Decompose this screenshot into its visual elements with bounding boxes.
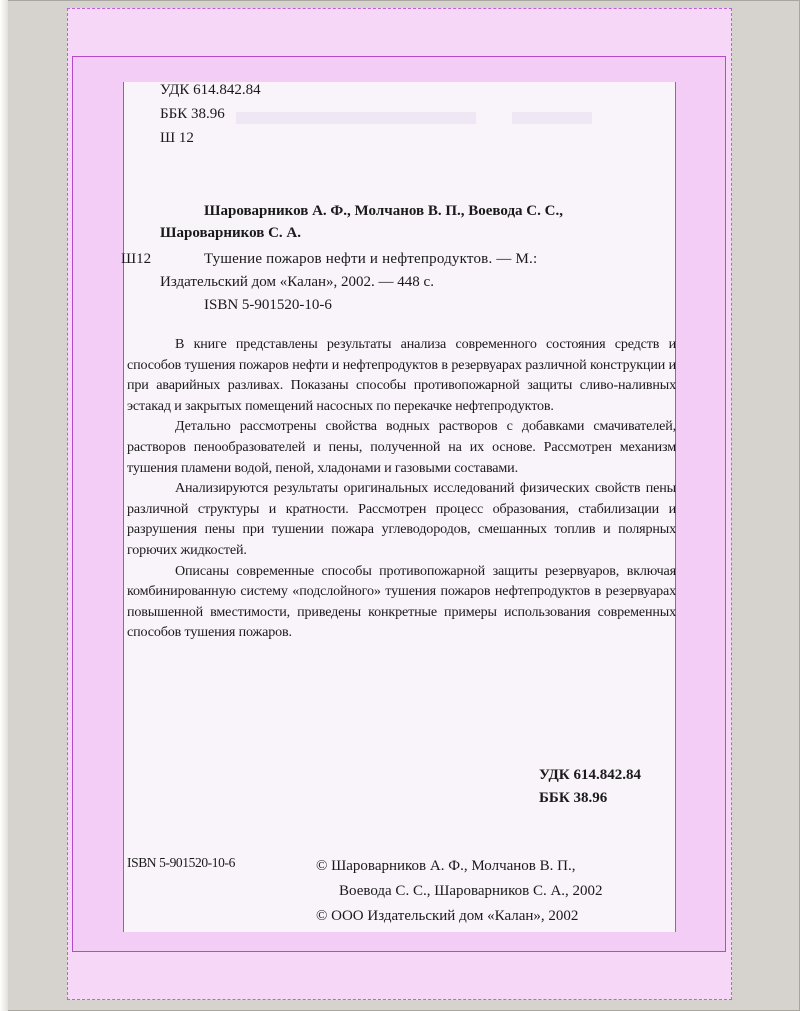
footer-isbn: ISBN 5-901520-10-6 [127,855,235,870]
isbn-line: ISBN 5-901520-10-6 [204,297,332,313]
bleed-through-mark [236,112,476,124]
scan-edge [0,0,8,1011]
abstract-paragraph: В книге представлены результаты анализа современного состояния средств и способов тушения пожаров нефти и нефтепродуктов в резервуарах различной конструкции и при аварийных разливах. Показаны способы противопожарной защиты сливо-наливных эстакад и закрытых помещений насосных по перекачке нефтепродуктов. [127,336,676,414]
abstract [127,334,676,643]
authors-line-1: Шароварников А. Ф., Молчанов В. П., Воевода С. С., [204,203,563,219]
title-line-1: Тушение пожаров нефти и нефтепродуктов. — М.: [204,251,538,267]
abstract-paragraph: Описаны современные способы противопожарной защиты резервуаров, включая комбинированную систему «подслойного» тушения пожаров нефтепродуктов в резервуарах повышенной вместимости, приведены конкретные примеры использования современных способов тушения пожаров. [127,562,676,641]
index-mark: Ш12 [121,251,152,267]
abstract-paragraph: Детально рассмотрены свойства водных растворов с добавками смачивателей, растворов пенообразователей и пены, полученной на их основе. Рассмотрен механизм тушения пламени водой, пеной, хладонами и газовыми составами. [127,418,676,476]
sh-code: Ш 12 [160,130,194,146]
abstract-paragraph: Анализируются результаты оригинальных исследований физических свойств пены различной структуры и кратности. Рассмотрен процесс образования, стабилизации и разрушения пены при тушении пожара углеводородов, смешанных топлив и полярных горючих жидкостей. [127,480,676,558]
footer-udk: УДК 614.842.84 [539,767,641,783]
bleed-through-mark [512,112,592,124]
copyright-line-1: © Шароварников А. Ф., Молчанов В. П., [316,858,576,874]
copyright-line-2: Воевода С. С., Шароварников С. А., 2002 [339,883,603,899]
authors-line-2: Шароварников С. А. [160,225,302,241]
title-line-2: Издательский дом «Калан», 2002. — 448 с. [160,274,434,290]
bbk-code: ББК 38.96 [160,106,225,122]
udk-code: УДК 614.842.84 [160,82,261,98]
copyright-line-3: © ООО Издательский дом «Калан», 2002 [316,908,579,924]
footer-bbk: ББК 38.96 [539,790,608,806]
